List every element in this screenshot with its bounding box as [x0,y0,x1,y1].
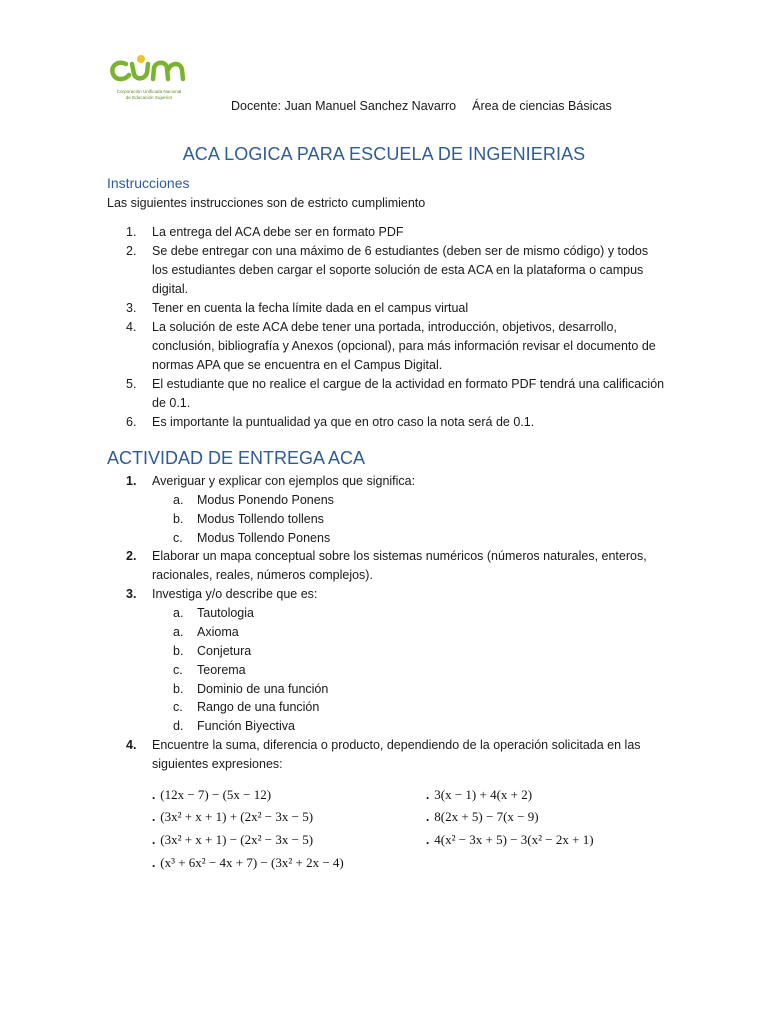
instruction-number: 3. [126,301,137,315]
subitem-text: Rango de una función [197,700,320,715]
activity-sublist [152,604,667,736]
expression-right [426,832,594,848]
activity-subitem [152,491,667,510]
activity-list [107,472,667,774]
docente-text: Docente: Juan Manuel Sanchez Navarro [231,99,457,113]
expression-left [152,787,271,803]
subitem-text: Dominio de una función [197,681,329,696]
document-header [231,99,612,113]
instruction-item [107,223,667,242]
subitem-letter: c. [173,530,183,545]
activity-item [107,547,667,585]
subitem-letter: a. [173,606,184,621]
area-text: Área de ciencias Básicas [472,99,612,113]
subitem-text: Modus Tollendo Ponens [197,530,331,545]
instructions-intro: Las siguientes instrucciones son de estricto cumplimiento [107,196,426,210]
expression-left [152,809,313,825]
instruction-number: 4. [126,320,137,334]
activity-item [107,585,667,736]
cun-logo-mark [108,52,190,88]
expression-left [152,832,313,848]
institution-logo [108,52,190,112]
expression-bullet: . [426,832,430,847]
expression-bullet: . [152,787,156,802]
expression-text: (3x² + x + 1) + (2x² − 3x − 5) [160,809,314,824]
expression-text: 8(2x + 5) − 7(x − 9) [434,809,539,824]
expression-bullet: . [152,832,156,847]
subitem-text: Axioma [197,625,239,640]
activity-item [107,472,667,547]
subitem-letter: b. [173,511,184,526]
expression-text: 4(x² − 3x + 5) − 3(x² − 2x + 1) [434,832,594,847]
instruction-number: 1. [126,225,137,239]
instruction-item [107,318,667,375]
subitem-letter: b. [173,681,184,696]
activity-subitem [152,623,667,642]
instruction-number: 6. [126,415,137,429]
activity-subitem [152,661,667,680]
expression-text: (x³ + 6x² − 4x + 7) − (3x² + 2x − 4) [160,855,344,870]
subitem-text: Función Biyectiva [197,719,295,734]
subitem-text: Modus Ponendo Ponens [197,493,334,507]
subitem-letter: c. [173,700,183,715]
instruction-number: 5. [126,377,137,391]
instruction-text: La entrega del ACA debe ser en formato PDF [152,225,404,239]
activity-subitem [152,529,667,548]
expression-bullet: . [426,809,430,824]
activity-subitem [152,510,667,529]
activity-number: 1. [126,474,137,488]
activity-subitem [152,698,667,717]
subitem-text: Modus Tollendo tollens [197,511,324,526]
subitem-letter: a. [173,625,184,640]
activity-subitem [152,680,667,699]
activity-text: Averiguar y explicar con ejemplos que significa: [152,474,416,488]
instruction-item [107,242,667,299]
activity-text: Elaborar un mapa conceptual sobre los sistemas numéricos (números naturales, enteros, racionales, reales, números complejos). [152,549,647,583]
expression-text: (3x² + x + 1) − (2x² − 3x − 5) [160,832,314,847]
activity-subitem [152,717,667,736]
activity-text: Investiga y/o describe que es: [152,587,318,602]
activity-number: 2. [126,549,137,564]
expression-bullet: . [152,809,156,824]
instruction-item [107,299,667,318]
logo-subtitle-line-2: de Educación Superior [125,95,173,100]
subitem-text: Conjetura [197,643,252,658]
instructions-list [107,223,667,432]
subitem-letter: b. [173,643,184,658]
activity-item [107,736,667,774]
expression-bullet: . [152,855,156,870]
expression-text: 3(x − 1) + 4(x + 2) [434,787,533,802]
expression-text: (12x − 7) − (5x − 12) [160,787,272,802]
activity-text: Encuentre la suma, diferencia o producto, dependiendo de la operación solicitada en las siguientes expresiones: [152,737,641,771]
logo-subtitle-line-1: Corporación Unificada Nacional [116,89,182,94]
instruction-text: El estudiante que no realice el cargue de la actividad en formato PDF tendrá una calificación de 0.1. [152,377,665,410]
document-title: ACA LOGICA PARA ESCUELA DE INGENIERIAS [182,144,586,164]
instruction-text: La solución de este ACA debe tener una portada, introducción, objetivos, desarrollo, conclusión, bibliografía y Anexos (opcional), para más información revisar el documento de normas APA que se encuentra en el Campus Digital. [152,320,656,372]
activity-subitem [152,642,667,661]
subitem-text: Teorema [197,662,246,677]
instructions-heading: Instrucciones [107,175,190,191]
instruction-item [107,375,667,413]
instruction-text: Tener en cuenta la fecha límite dada en el campus virtual [152,301,469,315]
activity-subitem [152,604,667,623]
activity-number: 4. [126,737,137,752]
subitem-letter: c. [173,662,183,677]
expression-right [426,787,532,803]
instruction-number: 2. [126,244,137,258]
expression-bullet: . [426,787,430,802]
subitem-text: Tautologia [197,606,254,621]
subitem-letter: a. [173,493,184,507]
expression-right [426,809,539,825]
instruction-text: Se debe entregar con una máximo de 6 estudiantes (deben ser de mismo código) y todos los estudiantes deben cargar el soporte solución de esta ACA en la plataforma o campus digital. [152,244,649,296]
activity-number: 3. [126,587,137,602]
activity-sublist [152,491,667,547]
instruction-item [107,413,667,432]
activity-heading: ACTIVIDAD DE ENTREGA ACA [107,448,366,468]
expression-left [152,855,344,871]
instruction-text: Es importante la puntualidad ya que en otro caso la nota será de 0.1. [152,415,535,429]
subitem-letter: d. [173,719,184,734]
